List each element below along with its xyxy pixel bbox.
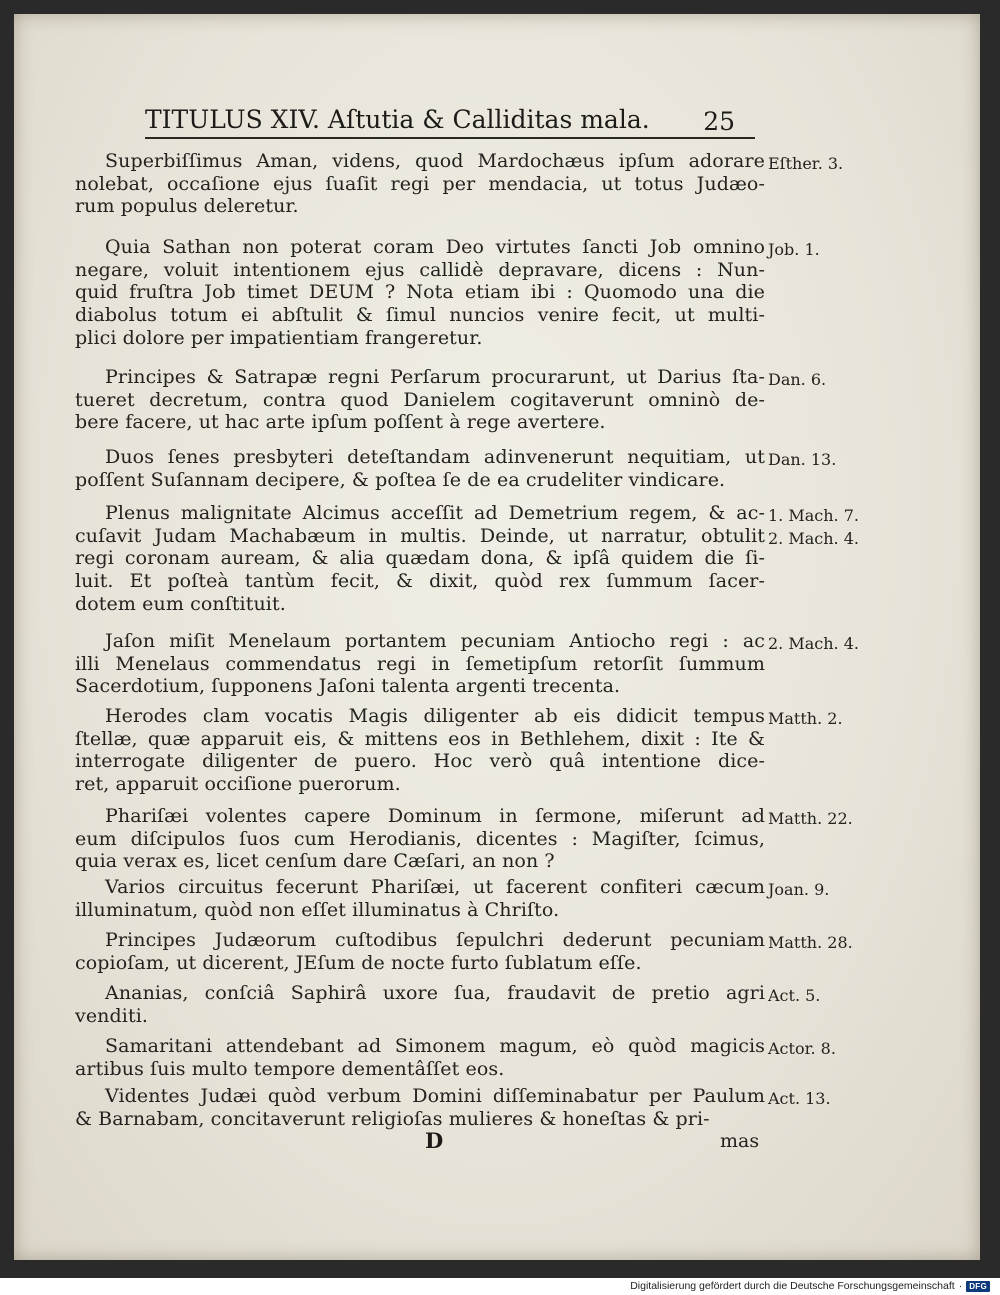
text-line: Duos ſenes presbyteri deteſtandam adinvenerunt nequitiam, ut xyxy=(105,446,765,468)
dfg-logo-icon: DFG xyxy=(966,1281,990,1292)
text-line: cuſavit Judam Machabæum in multis. Deinde, ut narratur, obtulit xyxy=(75,524,765,547)
paragraph xyxy=(75,366,765,434)
paragraph xyxy=(75,236,765,349)
text-line: tueret decretum, contra quod Danielem cogitaverunt omninò de- xyxy=(75,388,765,411)
text-line: diabolus totum ei abſtulit & ſimul nuncios venire fecit, ut multi- xyxy=(75,304,765,327)
text-line: Principes & Satrapæ regni Perſarum procurarunt, ut Darius ſta- xyxy=(105,366,765,388)
margin-reference: Job. 1. xyxy=(768,240,820,259)
margin-reference: Actor. 8. xyxy=(768,1039,836,1058)
footer-separator: · xyxy=(958,1280,963,1292)
text-line: copioſam, ut dicerent, JEſum de nocte furto ſublatum eſſe. xyxy=(75,951,642,974)
margin-reference: Dan. 13. xyxy=(768,450,837,469)
margin-reference: 2. Mach. 4. xyxy=(768,634,859,653)
paragraph xyxy=(75,805,765,873)
footer-text: Digitalisierung gefördert durch die Deutsche Forschungsgemeinschaft xyxy=(630,1280,955,1292)
paragraph xyxy=(75,630,765,698)
footer xyxy=(630,1280,990,1292)
text-line: Samaritani attendebant ad Simonem magum, eò quòd magicis xyxy=(105,1035,765,1057)
text-line: Sacerdotium, ſupponens Jaſoni talenta argenti trecenta. xyxy=(75,675,621,698)
text-line: quid fruſtra Job timet DEUM ? Nota etiam ibi : Quomodo una die xyxy=(75,281,765,304)
text-line: luit. Et poſteà tantùm fecit, & dixit, quòd rex ſummum ſacer- xyxy=(75,570,765,593)
page-title: TITULUS XIV. Aſtutia & Calliditas mala. xyxy=(145,105,650,134)
text-line: ret, apparuit occiſione puerorum. xyxy=(75,773,401,796)
paragraph xyxy=(75,982,765,1027)
paragraph xyxy=(75,1035,765,1080)
text-line: quia verax es, licet cenſum dare Cæſari, an non ? xyxy=(75,850,555,873)
text-line: Ananias, conſciâ Saphirâ uxore ſua, fraudavit de pretio agri xyxy=(105,982,765,1004)
text-line: & Barnabam, concitaverunt religioſas mulieres & honeſtas & pri- xyxy=(75,1107,710,1130)
catchword: mas xyxy=(720,1130,760,1152)
text-line: plici dolore per impatientiam frangeretur. xyxy=(75,326,483,349)
text-line: Jaſon miſit Menelaum portantem pecuniam Antiocho regi : ac xyxy=(105,630,765,652)
running-header xyxy=(145,103,755,139)
text-line: poſſent Suſannam decipere, & poſtea ſe de ea crudeliter vindicare. xyxy=(75,468,726,491)
margin-reference: Matth. 22. xyxy=(768,809,853,828)
text-line: Quia Sathan non poterat coram Deo virtutes ſancti Job omnino xyxy=(105,236,765,258)
text-line: venditi. xyxy=(75,1004,149,1027)
text-line: Phariſæi volentes capere Dominum in ſermone, miſerunt ad xyxy=(105,805,765,827)
margin-reference: Act. 5. xyxy=(768,986,821,1005)
margin-reference: 2. Mach. 4. xyxy=(768,528,859,548)
text-line: negare, voluit intentionem ejus callidè depravare, dicens : Nun- xyxy=(75,258,765,281)
text-line: Principes Judæorum cuſtodibus ſepulchri dederunt pecuniam xyxy=(105,929,765,951)
paragraph xyxy=(75,929,765,974)
paragraph xyxy=(75,876,765,921)
paragraph xyxy=(75,446,765,491)
text-line: eum diſcipulos ſuos cum Herodianis, dicentes : Magiſter, ſcimus, xyxy=(75,827,765,850)
margin-reference: Dan. 6. xyxy=(768,370,827,389)
margin-reference: Joan. 9. xyxy=(768,880,830,899)
text-line: rum populus deleretur. xyxy=(75,195,299,218)
paragraph xyxy=(75,1085,765,1130)
text-line: Videntes Judæi quòd verbum Domini diſſeminabatur per Paulum xyxy=(105,1085,765,1107)
margin-reference: Matth. 28. xyxy=(768,933,853,952)
text-line: ſtellæ, quæ apparuit eis, & mittens eos in Bethlehem, dixit : Ite & xyxy=(75,727,765,750)
text-line: regi coronam auream, & alia quædam dona, & ipſâ quidem die ſi- xyxy=(75,547,765,570)
margin-reference: Act. 13. xyxy=(768,1089,831,1108)
text-line: illi Menelaus commendatus regi in ſemetipſum retorſit ſummum xyxy=(75,652,765,675)
margin-reference: 1. Mach. 7. xyxy=(768,506,859,525)
text-line: nolebat, occaſione ejus ſuaſit regi per mendacia, ut totus Judæo- xyxy=(75,172,765,195)
text-line: Varios circuitus fecerunt Phariſæi, ut facerent confiteri cæcum xyxy=(105,876,765,898)
margin-reference: Eſther. 3. xyxy=(768,154,844,173)
text-line: Herodes clam vocatis Magis diligenter ab eis didicit tempus xyxy=(105,705,765,727)
text-line: artibus ſuis multo tempore dementâſſet eos. xyxy=(75,1057,505,1080)
text-line: interrogate diligenter de puero. Hoc verò quâ intentione dice- xyxy=(75,750,765,773)
paragraph xyxy=(75,150,765,218)
signature-mark: D xyxy=(425,1128,444,1153)
text-line: illuminatum, quòd non eſſet illuminatus à Chriſto. xyxy=(75,898,560,921)
text-line: dotem eum conſtituit. xyxy=(75,592,286,615)
page-number: 25 xyxy=(703,107,735,136)
paragraph xyxy=(75,705,765,796)
text-line: Superbiſſimus Aman, videns, quod Mardochæus ipſum adorare xyxy=(105,150,765,172)
text-line: bere facere, ut hac arte ipſum poſſent à rege avertere. xyxy=(75,411,606,434)
margin-reference: Matth. 2. xyxy=(768,709,843,728)
text-line: Plenus malignitate Alcimus acceſſit ad Demetrium regem, & ac- xyxy=(105,502,765,524)
paragraph xyxy=(75,502,765,615)
